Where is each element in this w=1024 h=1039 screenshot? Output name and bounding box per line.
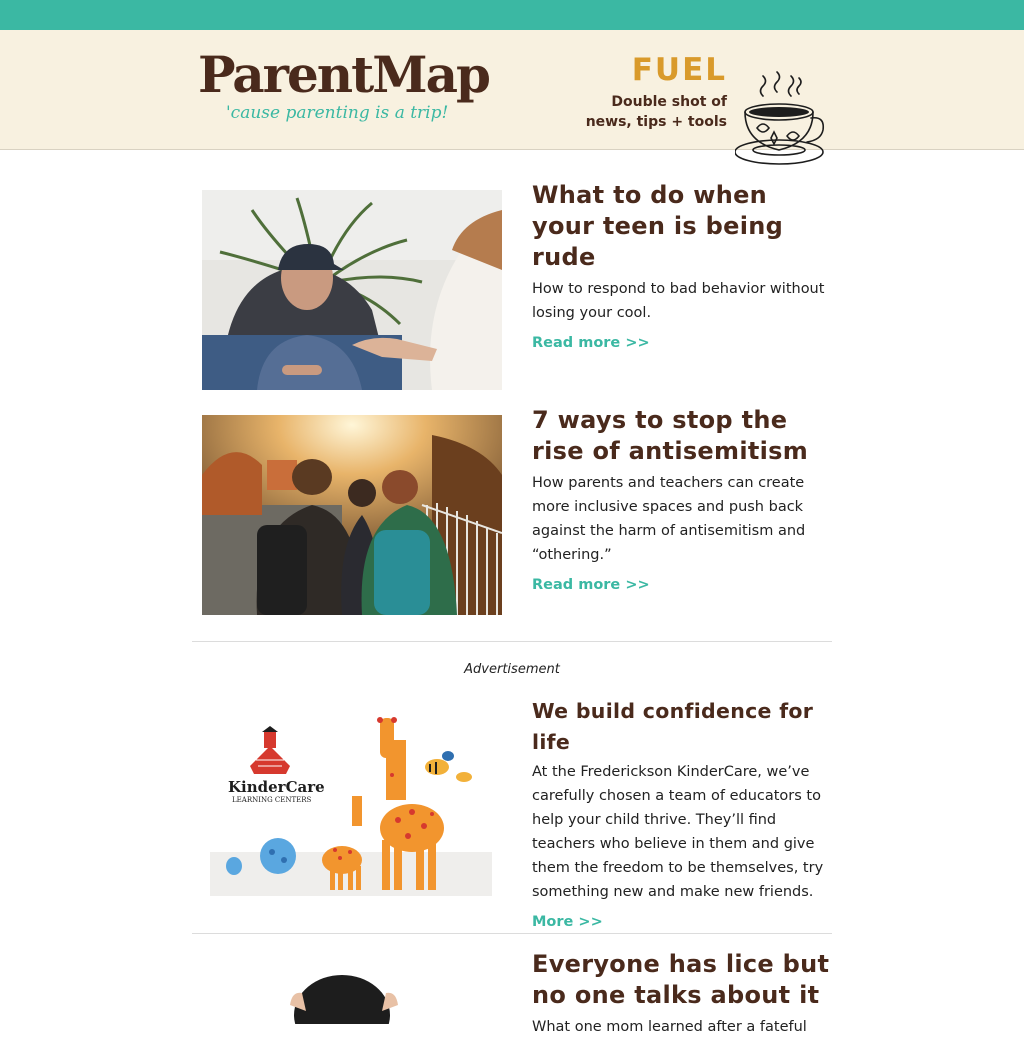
masthead [0,30,1024,150]
parentmap-logo[interactable]: ParentMap [198,45,489,104]
section-divider [192,933,832,934]
ad-more-link[interactable]: More >> [532,914,603,930]
advertisement-label: Advertisement [464,662,560,677]
top-color-bar [0,0,1024,30]
section-divider [192,641,832,642]
read-more-link[interactable]: Read more >> [532,335,650,351]
read-more-link[interactable]: Read more >> [532,577,650,593]
fuel-subtitle-line2: news, tips + tools [585,114,727,130]
article-text [532,405,832,593]
article-title[interactable]: Everyone has lice but no one talks about it [532,950,830,1009]
fuel-subtitle-line1: Double shot of [611,94,727,110]
ad-text [532,696,832,930]
article-image-girl[interactable] [202,975,502,1024]
logo-tagline: 'cause parenting is a trip! [226,103,449,123]
article-image-students[interactable] [202,415,502,615]
ad-body: At the Frederickson KinderCare, we’ve carefully chosen a team of educators to help your child thrive. They’ll find teachers who believe in them and give them the freedom to be themselves, try something new and make new friends. [532,764,824,900]
article-description: What one mom learned after a fateful [532,1019,807,1035]
fuel-subtitle [557,92,727,132]
kindercare-brand: KinderCare [228,778,325,796]
fuel-title: FUEL [631,52,727,88]
coffee-cup-icon [735,66,829,172]
article-description: How parents and teachers can create more inclusive spaces and push back against the harm of antisemitism and “othering.” [532,475,806,563]
article-text [532,949,832,1039]
article-title[interactable]: 7 ways to stop the rise of antisemitism [532,406,809,465]
article-image-teen[interactable] [202,190,502,390]
ad-title[interactable]: We build confidence for life [532,699,814,754]
article-text [532,180,832,351]
kindercare-ad-image[interactable] [202,700,502,900]
article-description: How to respond to bad behavior without losing your cool. [532,281,825,321]
kindercare-brand-sub: LEARNING CENTERS [232,796,312,804]
article-title[interactable]: What to do when your teen is being rude [532,181,784,271]
